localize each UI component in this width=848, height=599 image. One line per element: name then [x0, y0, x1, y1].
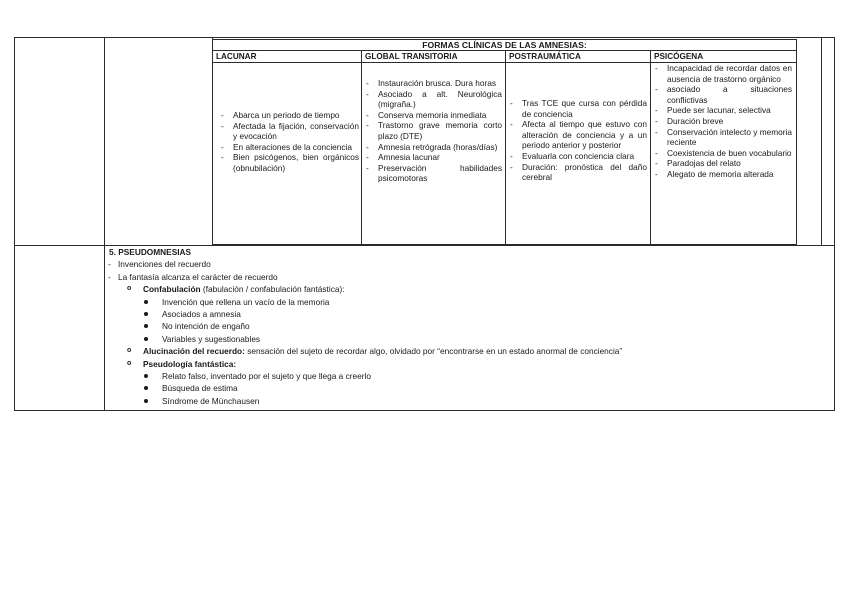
- list-item: [127, 283, 829, 295]
- confabulacion-desc: (fabulación / confabulación fantástica):: [200, 284, 345, 295]
- column-divider: [361, 50, 362, 244]
- list-item: [127, 345, 829, 357]
- list-item: - Duración: pronóstica del daño cerebral: [508, 162, 647, 183]
- cell-psicogena: [653, 63, 792, 180]
- list-item: - Evaluarla con conciencia clara: [508, 151, 647, 162]
- list-item: No intención de engaño: [144, 320, 829, 332]
- list-item: - Puede ser lacunar, selectiva: [653, 105, 792, 116]
- alucinacion-title: Alucinación del recuerdo:: [143, 346, 245, 357]
- header-postraumatica: POSTRAUMÁTICA: [509, 52, 581, 61]
- list-item: - Instauración brusca. Dura horas: [364, 78, 502, 89]
- list-item: Relato falso, inventado por el sujeto y que llega a creerlo: [144, 370, 829, 382]
- list-item: - Invenciones del recuerdo: [109, 258, 829, 270]
- alucinacion-desc: sensación del sujeto de recordar algo, olvidado por “encontrarse en un estado anormal de conciencia”: [244, 346, 623, 357]
- column-divider: [104, 37, 105, 411]
- list-item: - Preservación habilidades psicomotoras: [364, 163, 502, 184]
- list-item: - Coexistencia de buen vocabulario: [653, 148, 792, 159]
- list-item: - Afectada la fijación, conservación y evocación: [219, 121, 359, 142]
- list-item: - Alegato de memoria alterada: [653, 169, 792, 180]
- list-item: - Trastorno grave memoria corto plazo (DTE): [364, 120, 502, 141]
- list-item: - La fantasía alcanza el carácter de recuerdo: [109, 271, 829, 283]
- cell-postraumatica: [508, 98, 647, 183]
- list-item: Asociados a amnesia: [144, 308, 829, 320]
- document-page: [14, 37, 835, 411]
- list-item: Síndrome de Münchausen: [144, 395, 829, 407]
- list-item: - Duración breve: [653, 116, 792, 127]
- cell-lacunar: [219, 110, 359, 174]
- list-item: - En alteraciones de la conciencia: [219, 142, 359, 153]
- list-item: - Amnesia retrógrada (horas/días): [364, 142, 502, 153]
- list-item: - Conservación intelecto y memoria reciente: [653, 127, 792, 148]
- column-divider: [505, 50, 506, 244]
- section-heading: 5. PSEUDOMNESIAS: [109, 247, 192, 257]
- list-item: Búsqueda de estima: [144, 382, 829, 394]
- amnesia-forms-table: [212, 39, 797, 245]
- list-item: - Paradojas del relato: [653, 158, 792, 169]
- list-item: Invención que rellena un vacío de la memoria: [144, 296, 829, 308]
- list-item: - Tras TCE que cursa con pérdida de conciencia: [508, 98, 647, 119]
- header-psicogena: PSICÓGENA: [654, 52, 704, 61]
- list-item: Variables y sugestionables: [144, 333, 829, 345]
- list-item: - Afecta al tiempo que estuvo con alteración de conciencia y a un periodo anterior y posterior: [508, 119, 647, 151]
- list-item: - Conserva memoria inmediata: [364, 110, 502, 121]
- pseudomnesias-section: [109, 246, 829, 407]
- cell-global-transitoria: [364, 78, 502, 184]
- header-global-transitoria: GLOBAL TRANSITORIA: [365, 52, 458, 61]
- list-item: - asociado a situaciones conflictivas: [653, 84, 792, 105]
- confabulacion-title: Confabulación: [143, 284, 201, 295]
- column-divider: [650, 50, 651, 244]
- list-item: - Amnesia lacunar: [364, 152, 502, 163]
- list-item: - Incapacidad de recordar datos en ausencia de trastorno orgánico: [653, 63, 792, 84]
- pseudologia-title: Pseudología fantástica:: [143, 358, 237, 369]
- table-title: FORMAS CLÍNICAS DE LAS AMNESIAS:: [422, 40, 587, 50]
- column-divider: [821, 37, 822, 246]
- list-item: [127, 358, 829, 370]
- list-item: - Asociado a alt. Neurológica (migraña.): [364, 89, 502, 110]
- list-item: - Abarca un periodo de tiempo: [219, 110, 359, 121]
- list-item: - Bien psicógenos, bien orgánicos (obnubilación): [219, 152, 359, 173]
- header-lacunar: LACUNAR: [216, 52, 257, 61]
